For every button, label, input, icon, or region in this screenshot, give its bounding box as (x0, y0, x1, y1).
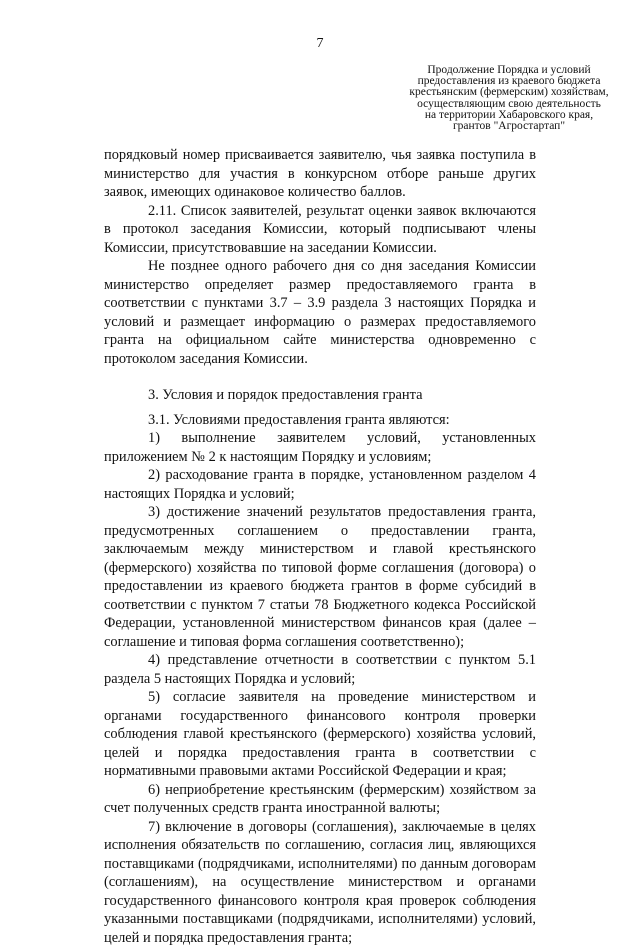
paragraph-2-11: 2.11. Список заявителей, результат оценки заявок включаются в протокол заседания Комиссии, который подписывают члены Комиссии, присутствовавшие на заседании Комиссии. (104, 202, 536, 258)
paragraph-grant-size: Не позднее одного рабочего дня со дня заседания Комиссии министерство определяет размер предоставляемого гранта в соответствии с пунктами 3.7 – 3.9 раздела 3 настоящих Порядка и условий и размещает информацию о размерах предоставляемого гранта на официальном сайте министерства одновременно с протоколом заседания Комиссии. (104, 257, 536, 368)
condition-item: 5) согласие заявителя на проведение министерством и органами государственного финансового контроля проверки соблюдения главой крестьянского (фермерского) хозяйства условий, целей и порядка предоставления гранта в соответствии с нормативными правовыми актами Российской Федерации и края; (104, 688, 536, 781)
condition-item: 1) выполнение заявителем условий, установленных приложением № 2 к настоящим Порядку и условиям; (104, 429, 536, 466)
paragraph-3-1: 3.1. Условиями предоставления гранта являются: (104, 411, 536, 430)
running-header-line: крестьянским (фермерским) хозяйствам, (384, 87, 634, 98)
condition-item: 7) включение в договоры (соглашения), заключаемые в целях исполнения обязательств по соглашению, согласия лиц, являющихся поставщиками (подрядчиками, исполнителями) по данным договорам (соглашениям), на осуществление министерством и органами государственного финансового контроля края проверок соблюдения указанными поставщиками (подрядчиками, исполнителями) условий, целей и порядка предоставления гранта; (104, 818, 536, 947)
page-number: 7 (0, 36, 640, 52)
condition-item: 6) неприобретение крестьянским (фермерским) хозяйством за счет полученных средств гранта иностранной валюты; (104, 781, 536, 818)
running-header-line: грантов "Агростартап" (384, 121, 634, 132)
running-header-line: предоставления из краевого бюджета (384, 76, 634, 87)
condition-item: 3) достижение значений результатов предоставления гранта, предусмотренных соглашением о предоставлении гранта, заключаемым между министерством и главой крестьянского (фермерского) хозяйства по типовой форме соглашения (договора) о предоставлении из краевого бюджета грантов в форме субсидий в соответствии с пунктом 7 статьи 78 Бюджетного кодекса Российской Федерации, установленной министерством финансов края (далее – соглашение и типовая форма соглашения соответственно); (104, 503, 536, 651)
running-header-line: осуществляющим свою деятельность (384, 99, 634, 110)
body-text (104, 146, 536, 947)
continuation-paragraph: порядковый номер присваивается заявителю, чья заявка поступила в министерство для участия в конкурсном отборе раньше других заявок, имеющих одинаковое количество баллов. (104, 146, 536, 202)
condition-item: 4) представление отчетности в соответствии с пунктом 5.1 раздела 5 настоящих Порядка и условий; (104, 651, 536, 688)
running-header-line: на территории Хабаровского края, (384, 110, 634, 121)
condition-item: 2) расходование гранта в порядке, установленном разделом 4 настоящих Порядка и условий; (104, 466, 536, 503)
section-3-heading: 3. Условия и порядок предоставления гранта (104, 386, 536, 405)
running-header (384, 65, 634, 132)
running-header-line: Продолжение Порядка и условий (384, 65, 634, 76)
